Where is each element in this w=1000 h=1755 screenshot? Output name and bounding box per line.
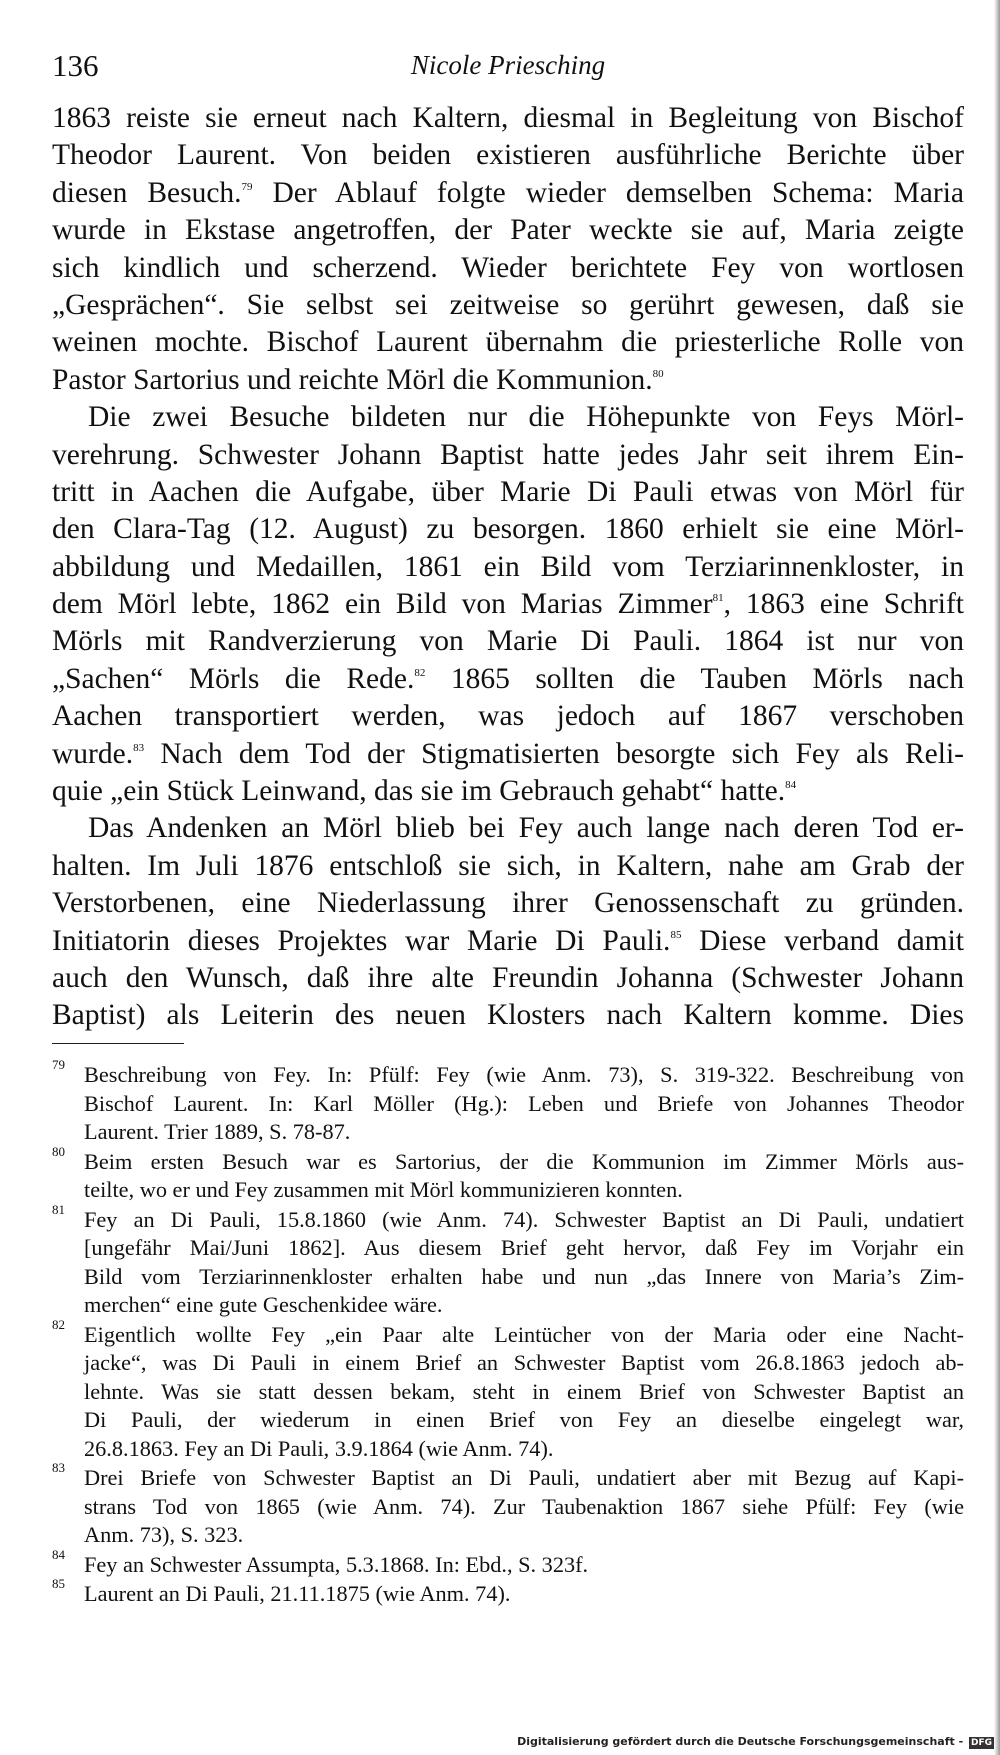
running-head: Nicole Priesching [410, 50, 606, 80]
footnote-80 [52, 1143, 964, 1205]
text-line: den Clara-Tag (12. August) zu besorgen. 1860 erhielt sie eine Mörl- [52, 513, 964, 546]
text-line: Initiatorin dieses Projektes war Marie Di Pauli.$^{85}$ Diese verband damit [52, 924, 964, 957]
footnote-83 [52, 1460, 964, 1550]
text-line: Baptist) als Leiterin des neuen Klosters nach Kaltern komme. Dies [52, 999, 964, 1032]
footnote-line: Eigentlich wollte Fey „ein Paar alte Leintücher von der Maria oder eine Nacht- [84, 1321, 964, 1347]
footnote-line: strans Tod von 1865 (wie Anm. 74). Zur Taubenaktion 1867 siehe Pfülf: Fey (wie [84, 1493, 964, 1519]
footnote-84 [52, 1546, 964, 1580]
footnote-79 [52, 1057, 964, 1147]
text-line: Pastor Sartorius und reichte Mörl die Kommunion.$^{80}$ [52, 363, 664, 396]
footnote-ref: 85 [670, 928, 682, 941]
credit-text: Digitalisierung gefördert durch die Deutsche Forschungsgemeinschaft - [517, 1735, 964, 1748]
text-line: sich kindlich und scherzend. Wieder berichtete Fey von wortlosen [52, 251, 964, 284]
footnote-line: Anm. 73), S. 323. [84, 1522, 244, 1547]
main-text [52, 100, 964, 1035]
footnote-line: jacke“, was Di Pauli in einem Brief an Schwester Baptist vom 26.8.1863 jedoch ab- [84, 1350, 964, 1375]
footnote-line: Bischof Laurent. In: Karl Möller (Hg.): Leben und Briefe von Johannes Theodor [84, 1090, 964, 1116]
footnote-ref: 82 [414, 666, 426, 679]
footnote-line: 26.8.1863. Fey an Di Pauli, 3.9.1864 (wie Anm. 74). [84, 1435, 554, 1461]
footnote-number: 81 [52, 1201, 65, 1217]
footnote-line: Fey an Di Pauli, 15.8.1860 (wie Anm. 74). Schwester Baptist an Di Pauli, undatiert [84, 1206, 964, 1232]
text-line: Mörls mit Randverzierung von Marie Di Pauli. 1864 ist nur von [52, 625, 964, 658]
footnote-ref: 83 [133, 741, 145, 754]
footnote-ref: 79 [241, 180, 253, 193]
dfg-logo: DFG [970, 1738, 992, 1748]
footnote-line: Drei Briefe von Schwester Baptist an Di Pauli, undatiert aber mit Bezug auf Kapi- [84, 1465, 964, 1490]
footnote-line: merchen“ eine gute Geschenkidee wäre. [84, 1292, 443, 1317]
footnote-number: 82 [52, 1316, 65, 1332]
footnote-line: Bild vom Terziarinnenkloster erhalten habe und nun „das Innere von Maria’s Zim- [84, 1263, 964, 1289]
footnote-number: 84 [52, 1546, 65, 1562]
text-line: „Sachen“ Mörls die Rede.$^{82}$ 1865 sollten die Tauben Mörls nach [52, 662, 964, 695]
footnote-85 [52, 1576, 964, 1609]
page-header [52, 48, 964, 88]
footnote-81 [52, 1201, 964, 1320]
footnote-line: Di Pauli, der wiederum in einen Brief von Fey an dieselbe eingelegt war, [84, 1407, 964, 1432]
footnote-line: Laurent. Trier 1889, S. 78-87. [84, 1119, 351, 1144]
text-line: quie „ein Stück Leinwand, das sie im Gebrauch gehabt“ hatte.$^{84}$ [52, 775, 797, 808]
text-line: abbildung und Medaillen, 1861 ein Bild vom Terziarinnenkloster, in [52, 550, 964, 583]
text-line: halten. Im Juli 1876 entschloß sie sich, in Kaltern, nahe am Grab der [52, 849, 964, 882]
footnote-line: lehnte. Was sie statt dessen bekam, steht in einem Brief von Schwester Baptist an [84, 1378, 964, 1404]
text-line: dem Mörl lebte, 1862 ein Bild von Marias Zimmer$^{81}$, 1863 eine Schrift [52, 588, 964, 621]
footnote-ref: 80 [652, 367, 664, 380]
text-line: Theodor Laurent. Von beiden existieren ausführliche Berichte über [52, 139, 964, 172]
text-line: wurde.$^{83}$ Nach dem Tod der Stigmatisierten besorgte sich Fey als Reli- [52, 737, 964, 770]
footnote-divider [52, 1043, 184, 1044]
footnote-number: 83 [52, 1460, 65, 1475]
text-line: Das Andenken an Mörl blieb bei Fey auch lange nach deren Tod er- [88, 812, 964, 845]
footnote-82 [52, 1316, 964, 1464]
text-line: diesen Besuch.$^{79}$ Der Ablauf folgte wieder demselben Schema: Maria [52, 176, 964, 209]
footnote-number: 80 [52, 1143, 65, 1159]
footnote-number: 85 [52, 1576, 65, 1591]
text-line: Verstorbenen, eine Niederlassung ihrer Genossenschaft zu gründen. [52, 887, 964, 920]
text-line: verehrung. Schwester Johann Baptist hatte jedes Jahr seit ihrem Ein- [52, 438, 964, 471]
text-line: 1863 reiste sie erneut nach Kaltern, diesmal in Begleitung von Bischof [52, 102, 964, 134]
text-line: weinen mochte. Bischof Laurent übernahm die priesterliche Rolle von [52, 326, 964, 359]
text-line: Die zwei Besuche bildeten nur die Höhepunkte von Feys Mörl- [88, 401, 964, 434]
footnote-ref: 81 [712, 592, 724, 605]
footnote-line: Fey an Schwester Assumpta, 5.3.1868. In: Ebd., S. 323f. [84, 1551, 589, 1577]
footnote-line: Laurent an Di Pauli, 21.11.1875 (wie Anm. 74). [84, 1581, 511, 1606]
footnote-line: [ungefähr Mai/Juni 1862]. Aus diesem Brief geht hervor, daß Fey im Vorjahr ein [84, 1235, 964, 1260]
page-edge-shadow [994, 0, 1000, 1755]
footnote-ref: 84 [785, 779, 797, 792]
footnote-line: Beschreibung von Fey. In: Pfülf: Fey (wie Anm. 73), S. 319-322. Beschreibung von [84, 1062, 964, 1087]
footnote-line: teilte, wo er und Fey zusammen mit Mörl kommunizieren konnten. [84, 1177, 683, 1202]
text-line: auch den Wunsch, daß ihre alte Freundin Johanna (Schwester Johann [52, 961, 964, 994]
text-line: Aachen transportiert werden, was jedoch auf 1867 verschoben [52, 700, 964, 733]
footnote-number: 79 [52, 1057, 65, 1072]
footnote-line: Beim ersten Besuch war es Sartorius, der die Kommunion im Zimmer Mörls aus- [84, 1148, 964, 1174]
footnotes [52, 1057, 964, 1610]
text-line: wurde in Ekstase angetroffen, der Pater weckte sie auf, Maria zeigte [52, 214, 964, 247]
page-number: 136 [52, 48, 99, 83]
text-line: tritt in Aachen die Aufgabe, über Marie Di Pauli etwas von Mörl für [52, 475, 964, 508]
text-line: „Gesprächen“. Sie selbst sei zeitweise so gerührt gewesen, daß sie [52, 288, 964, 321]
digitization-credit [517, 1735, 994, 1749]
